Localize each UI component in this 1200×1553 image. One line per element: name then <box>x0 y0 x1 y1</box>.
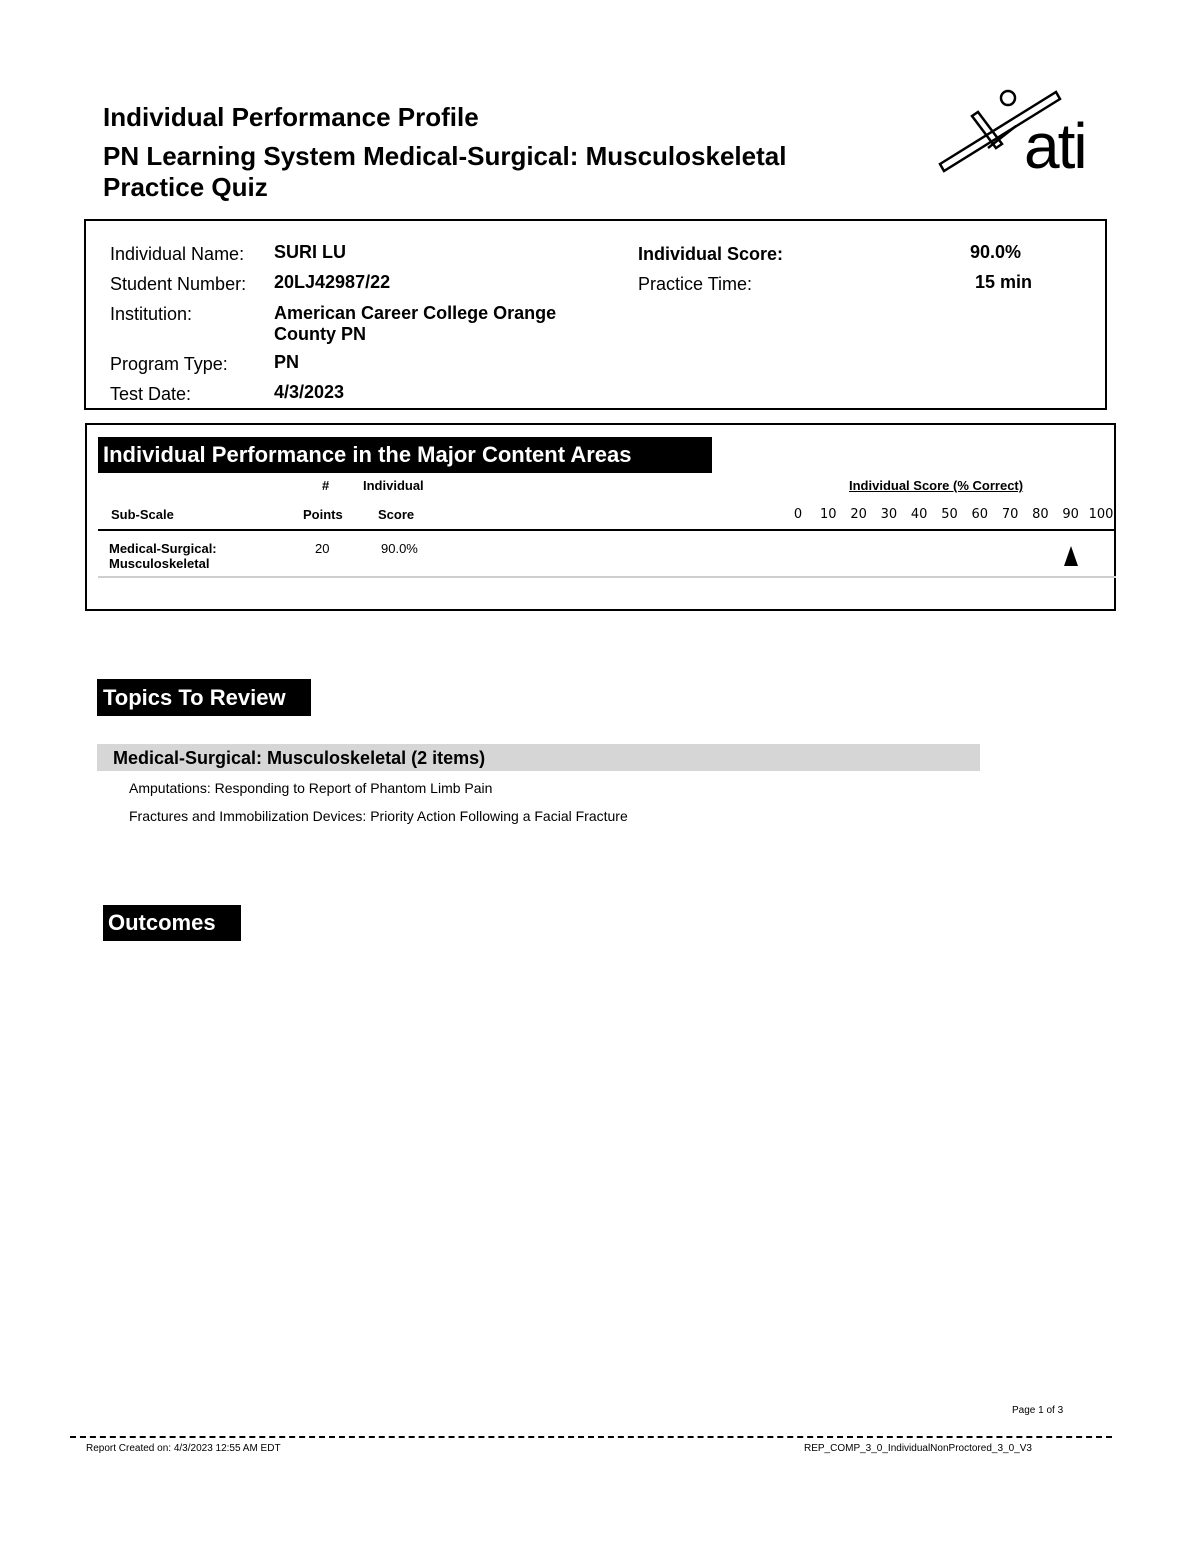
scale-tick-label: 80 <box>1032 507 1049 522</box>
individual-score-label: Individual Score: <box>638 244 784 264</box>
topics-section-title: Topics To Review <box>97 679 311 716</box>
points-header-top: # <box>322 478 330 493</box>
scale-tick-label: 90 <box>1062 507 1079 522</box>
name-value: SURI LU <box>274 242 346 262</box>
outcomes-section-title: Outcomes <box>103 905 241 941</box>
score-header-top: Individual <box>363 478 424 493</box>
row-points: 20 <box>315 541 330 556</box>
test-date-value: 4/3/2023 <box>274 382 345 402</box>
report-subtitle: PN Learning System Medical-Surgical: Musculoskeletal Practice Quiz <box>103 141 787 202</box>
row-rule <box>98 576 1116 578</box>
scale-tick-label: 40 <box>910 507 928 522</box>
topic-item: Amputations: Responding to Report of Phantom Limb Pain <box>129 780 493 796</box>
scale-tick-label: 10 <box>820 507 837 522</box>
scale-tick-label: 70 <box>1001 507 1019 522</box>
name-label: Individual Name: <box>110 244 245 264</box>
practice-time-value: 15 min <box>975 272 1033 292</box>
performance-section-title: Individual Performance in the Major Content Areas <box>98 437 712 473</box>
scale-tick-label: 100 <box>1088 507 1114 522</box>
ati-logo <box>936 86 1106 186</box>
scale-tick-label: 0 <box>793 507 803 522</box>
topic-item: Fractures and Immobilization Devices: Priority Action Following a Facial Fracture <box>129 808 628 824</box>
report-created: Report Created on: 4/3/2023 12:55 AM EDT <box>86 1443 281 1454</box>
topic-group-header <box>97 744 980 771</box>
row-subscale: Medical-Surgical: Musculoskeletal <box>109 541 217 571</box>
program-type-label: Program Type: <box>110 354 228 374</box>
student-number-value: 20LJ42987/22 <box>274 272 391 292</box>
individual-score-value: 90.0% <box>970 242 1022 262</box>
scale-title: Individual Score (% Correct) <box>849 478 1024 493</box>
scale-ticks <box>87 507 1114 527</box>
report-title: Individual Performance Profile <box>103 102 479 132</box>
test-date-label: Test Date: <box>110 384 192 404</box>
institution-value: American Career College Orange County PN <box>274 303 557 344</box>
points-header: Points <box>303 507 343 522</box>
scale-tick-label: 20 <box>850 507 867 522</box>
student-info-box <box>84 219 1107 410</box>
score-header: Score <box>378 507 415 522</box>
program-type-value: PN <box>274 352 300 372</box>
header-rule <box>98 529 1116 531</box>
footer-divider <box>70 1436 1112 1438</box>
report-code: REP_COMP_3_0_IndividualNonProctored_3_0_V3 <box>804 1443 1032 1454</box>
student-number-label: Student Number: <box>110 274 247 294</box>
scale-tick-label: 50 <box>941 507 958 522</box>
logo-text: ati <box>1024 110 1086 182</box>
row-score: 90.0% <box>381 541 418 556</box>
subscale-header: Sub-Scale <box>111 507 174 522</box>
page-number: Page 1 of 3 <box>1012 1405 1064 1416</box>
institution-label: Institution: <box>110 304 193 324</box>
scale-tick-label: 60 <box>971 507 989 522</box>
topic-group-title: Medical-Surgical: Musculoskeletal (2 items) <box>113 748 486 768</box>
scale-tick-label: 30 <box>880 507 898 522</box>
score-marker-icon <box>1064 546 1078 566</box>
practice-time-label: Practice Time: <box>638 274 753 294</box>
performance-box <box>85 423 1116 611</box>
